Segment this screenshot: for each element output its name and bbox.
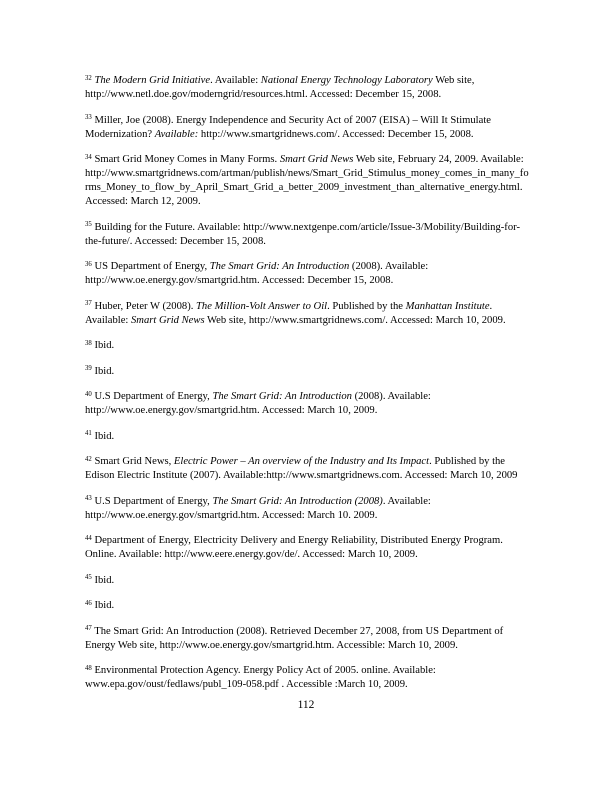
footnote-text: http://www.smartgridnews.com/. Accessed: December 15, 2008.	[198, 128, 474, 140]
footnote-text: . Available: http://www.oe.energy.gov/smartgrid.htm. Accessed: March 10. 2009.	[85, 495, 431, 521]
footnote-text-italic: The Smart Grid: An Introduction	[212, 391, 352, 402]
footnote-text: Environmental Protection Agency. Energy Policy Act of 2005. online. Available: www.epa.gov/oust/fedlaws/publ_109-058.pdf . Accessible :March 10, 2009.	[85, 665, 436, 690]
footnote-text: Ibid.	[94, 430, 115, 442]
footnote-42	[85, 455, 532, 483]
footnote-text-italic: Electric Power – An overview of the Industry and Its Impact	[173, 456, 430, 467]
footnote-43	[85, 495, 532, 523]
footnote-41	[85, 430, 532, 444]
footnote-text-italic: The Million-Volt Answer to Oil	[196, 300, 328, 312]
footnote-38	[85, 339, 532, 353]
footnote-text: . Available:	[85, 300, 493, 326]
footnote-number: 45	[85, 574, 92, 581]
footnote-text: Smart Grid Money Comes in Many Forms.	[94, 154, 280, 165]
footnote-number: 37	[85, 300, 92, 307]
footnote-text: U.S Department of Energy,	[94, 495, 213, 507]
footnote-39	[85, 365, 532, 379]
footnote-text: Ibid.	[94, 574, 115, 586]
footnote-number: 40	[85, 390, 92, 398]
footnote-36	[85, 260, 532, 288]
footnote-text-italic: The Smart Grid: An Introduction (2008)	[212, 495, 383, 507]
footnote-number: 32	[85, 74, 92, 82]
footnote-45	[85, 574, 532, 588]
footnote-text: Smart Grid News,	[94, 456, 174, 467]
footnote-text-italic: The Smart Grid: An Introduction	[209, 261, 350, 272]
footnote-32	[85, 74, 532, 102]
footnote-text-italic: Manhattan Institute	[405, 300, 490, 312]
footnote-number: 44	[85, 534, 92, 542]
footnote-text-italic: Smart Grid News	[279, 154, 354, 165]
footnote-text: Miller, Joe (2008). Energy Independence and Security Act of 2007 (EISA) – Will It Stimulate Modernization?	[85, 114, 491, 140]
footnote-text: . Published by the Edison Electric Institute (2007). Available:http://www.smartgridnews.com. Accessed: March 10, 2009	[85, 456, 518, 481]
footnote-number: 42	[85, 455, 92, 463]
footnote-number: 36	[85, 260, 92, 268]
footnote-text-italic: Available:	[154, 128, 199, 140]
footnote-text: The Smart Grid: An Introduction (2008). Retrieved December 27, 2008, from US Department of Energy Web site, http://www.oe.energy.gov/smartgrid.htm. Accessible: March 10, 2009.	[85, 625, 504, 651]
footnote-text: US Department of Energy,	[94, 261, 210, 272]
footnote-text-italic: Smart Grid News	[131, 314, 205, 326]
footnote-40	[85, 390, 532, 418]
footnote-text: (2008). Available: http://www.oe.energy.gov/smartgrid.htm. Accessed: March 10, 2009.	[85, 391, 431, 416]
footnote-text: . Available:	[210, 75, 261, 86]
footnote-number: 34	[85, 153, 92, 161]
footnote-text: Ibid.	[94, 340, 115, 351]
footnote-35	[85, 221, 532, 249]
footnote-text: U.S Department of Energy,	[94, 391, 213, 402]
footnote-37	[85, 300, 532, 328]
footnote-46	[85, 599, 532, 613]
footnote-text: Huber, Peter W (2008).	[94, 300, 197, 312]
footnotes-section	[85, 74, 532, 704]
footnote-number: 47	[85, 625, 92, 632]
footnote-44	[85, 534, 532, 562]
footnote-number: 46	[85, 599, 92, 607]
footnote-number: 39	[85, 365, 92, 372]
footnote-number: 41	[85, 430, 92, 437]
footnote-text: (2008). Available: http://www.oe.energy.gov/smartgrid.htm. Accessed: December 15, 2008.	[85, 261, 429, 286]
footnote-text: Ibid.	[94, 365, 115, 377]
footnote-number: 43	[85, 495, 92, 502]
footnote-text: Web site, http://www.netl.doe.gov/moderngrid/resources.html. Accessed: December 15, 2008.	[85, 75, 475, 100]
footnote-text-italic: The Modern Grid Initiative	[94, 75, 211, 86]
footnote-number: 38	[85, 339, 92, 347]
footnote-number: 35	[85, 221, 92, 228]
footnote-48	[85, 664, 532, 692]
footnote-text: Building for the Future. Available: http://www.nextgenpe.com/article/Issue-3/Mobility/Building-for-the-future/. Accessed: December 15, 2008.	[85, 221, 520, 247]
footnote-34	[85, 153, 532, 209]
page-number: 112	[297, 699, 315, 711]
footnote-number: 48	[85, 664, 92, 672]
footnote-47	[85, 625, 532, 653]
footnote-33	[85, 114, 532, 142]
footnote-text: . Published by the	[327, 300, 406, 312]
footnote-text: Web site, February 24, 2009. Available: http://www.smartgridnews.com/artman/publish/news/Smart_Grid_Stimulus_money_comes_in_many_forms_Money_to_flow_by_April_Smart_Grid_a_better_2009_investment_than_alternative_energy.html. Accessed: March 12, 2009.	[85, 154, 529, 207]
footnote-text: Web site, http://www.smartgridnews.com/. Accessed: March 10, 2009.	[204, 314, 506, 326]
footnote-number: 33	[85, 114, 92, 121]
footnote-text-italic: National Energy Technology Laboratory	[260, 75, 433, 86]
footnote-text: Department of Energy, Electricity Delivery and Energy Reliability, Distributed Energy Program. Online. Available: http://www.eere.energy.gov/de/. Accessed: March 10, 2009.	[85, 535, 503, 560]
footnote-text: Ibid.	[94, 600, 115, 611]
